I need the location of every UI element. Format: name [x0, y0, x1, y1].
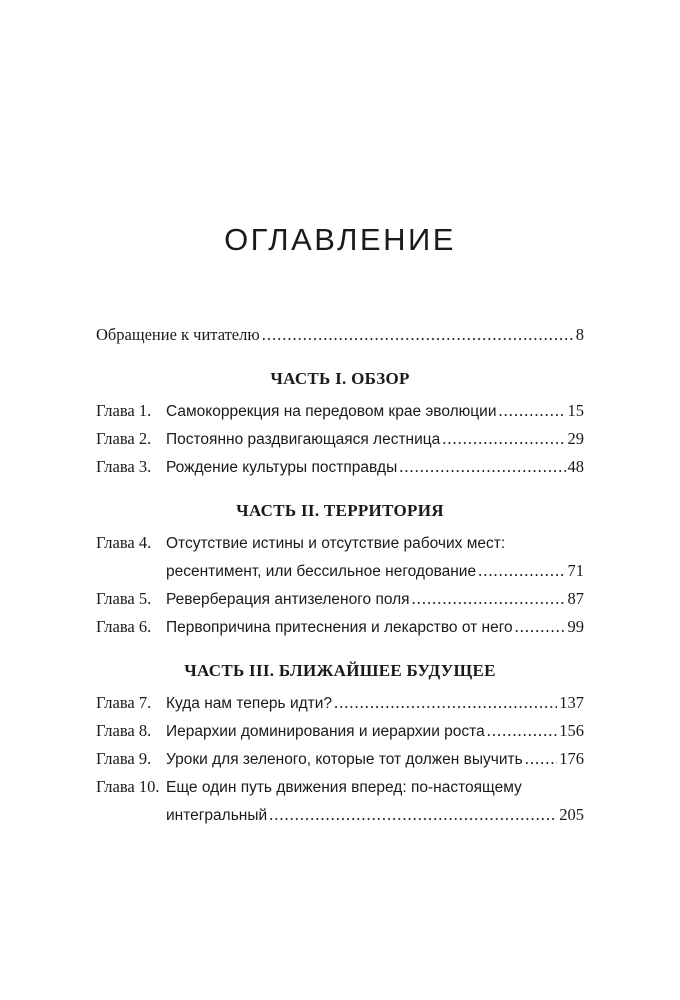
dot-leader	[515, 617, 566, 637]
toc-entry-chapter-6[interactable]	[96, 617, 584, 645]
toc-page-number: 137	[559, 693, 584, 712]
toc-page-number: 87	[567, 589, 584, 608]
dot-leader	[269, 805, 557, 825]
dot-leader	[525, 749, 558, 769]
toc-entry-title: Рождение культуры постправды	[166, 459, 398, 476]
toc-entry-chapter-9[interactable]	[96, 749, 584, 777]
toc-entry-chapter-8[interactable]	[96, 721, 584, 749]
chapter-label: Глава 6.	[96, 617, 152, 636]
chapter-label: Глава 2.	[96, 429, 152, 448]
dot-leader	[478, 561, 565, 581]
toc-entry-chapter-7[interactable]	[96, 693, 584, 721]
part-heading: ЧАСТЬ III. БЛИЖАЙШЕЕ БУДУЩЕЕ	[184, 661, 496, 680]
toc-entry-title-line1: Еще один путь движения вперед: по-настоящему	[166, 779, 522, 796]
toc-page-number: 156	[559, 721, 584, 740]
toc-entry-chapter-5[interactable]	[96, 589, 584, 617]
toc-entry-title: Первопричина притеснения и лекарство от него	[166, 619, 513, 636]
toc-entry-chapter-10[interactable]	[96, 777, 584, 833]
toc-entry-title: Обращение к читателю	[96, 325, 260, 344]
toc-entry-title: Реверберация антизеленого поля	[166, 591, 410, 608]
toc-entry-title: Иерархии доминирования и иерархии роста	[166, 723, 485, 740]
dot-leader	[412, 589, 566, 609]
toc-entry-title: Куда нам теперь идти?	[166, 695, 333, 712]
toc-page-number: 71	[567, 561, 584, 580]
toc-entry-intro[interactable]	[96, 325, 584, 353]
toc-entry-title: интегральный	[166, 807, 268, 824]
toc-entry-title: Самокоррекция на передовом крае эволюции	[166, 403, 497, 420]
part-heading: ЧАСТЬ II. ТЕРРИТОРИЯ	[236, 501, 444, 520]
toc-page-number: 176	[559, 749, 584, 768]
dot-leader	[262, 325, 574, 345]
toc-page-number: 29	[567, 429, 584, 448]
toc-page-number: 48	[567, 457, 584, 476]
chapter-label: Глава 8.	[96, 721, 152, 740]
toc-entry-title: ресентимент, или бессильное негодование	[166, 563, 477, 580]
toc-page-number: 99	[567, 617, 584, 636]
chapter-label: Глава 7.	[96, 693, 152, 712]
toc-page-number: 205	[559, 805, 584, 824]
toc-entry-chapter-2[interactable]	[96, 429, 584, 457]
toc-entry-chapter-1[interactable]	[96, 401, 584, 429]
chapter-label: Глава 3.	[96, 457, 152, 476]
dot-leader	[334, 693, 557, 713]
dot-leader	[442, 429, 565, 449]
chapter-label: Глава 10.	[96, 777, 160, 796]
page-title: ОГЛАВЛЕНИЕ	[224, 222, 456, 257]
toc-page-number: 8	[575, 325, 584, 344]
part-heading: ЧАСТЬ I. ОБЗОР	[270, 369, 410, 388]
dot-leader	[499, 401, 566, 421]
toc-entry-title-line1: Отсутствие истины и отсутствие рабочих мест:	[166, 535, 506, 552]
toc-entry-title: Уроки для зеленого, которые тот должен выучить	[166, 751, 523, 768]
table-of-contents	[96, 325, 584, 833]
chapter-label: Глава 1.	[96, 401, 152, 420]
chapter-label: Глава 4.	[96, 533, 152, 552]
toc-page-number: 15	[567, 401, 584, 420]
dot-leader	[487, 721, 558, 741]
chapter-label: Глава 9.	[96, 749, 152, 768]
dot-leader	[399, 457, 565, 477]
chapter-label: Глава 5.	[96, 589, 152, 608]
toc-entry-title: Постоянно раздвигающаяся лестница	[166, 431, 441, 448]
toc-entry-chapter-3[interactable]	[96, 457, 584, 485]
toc-entry-chapter-4[interactable]	[96, 533, 584, 589]
